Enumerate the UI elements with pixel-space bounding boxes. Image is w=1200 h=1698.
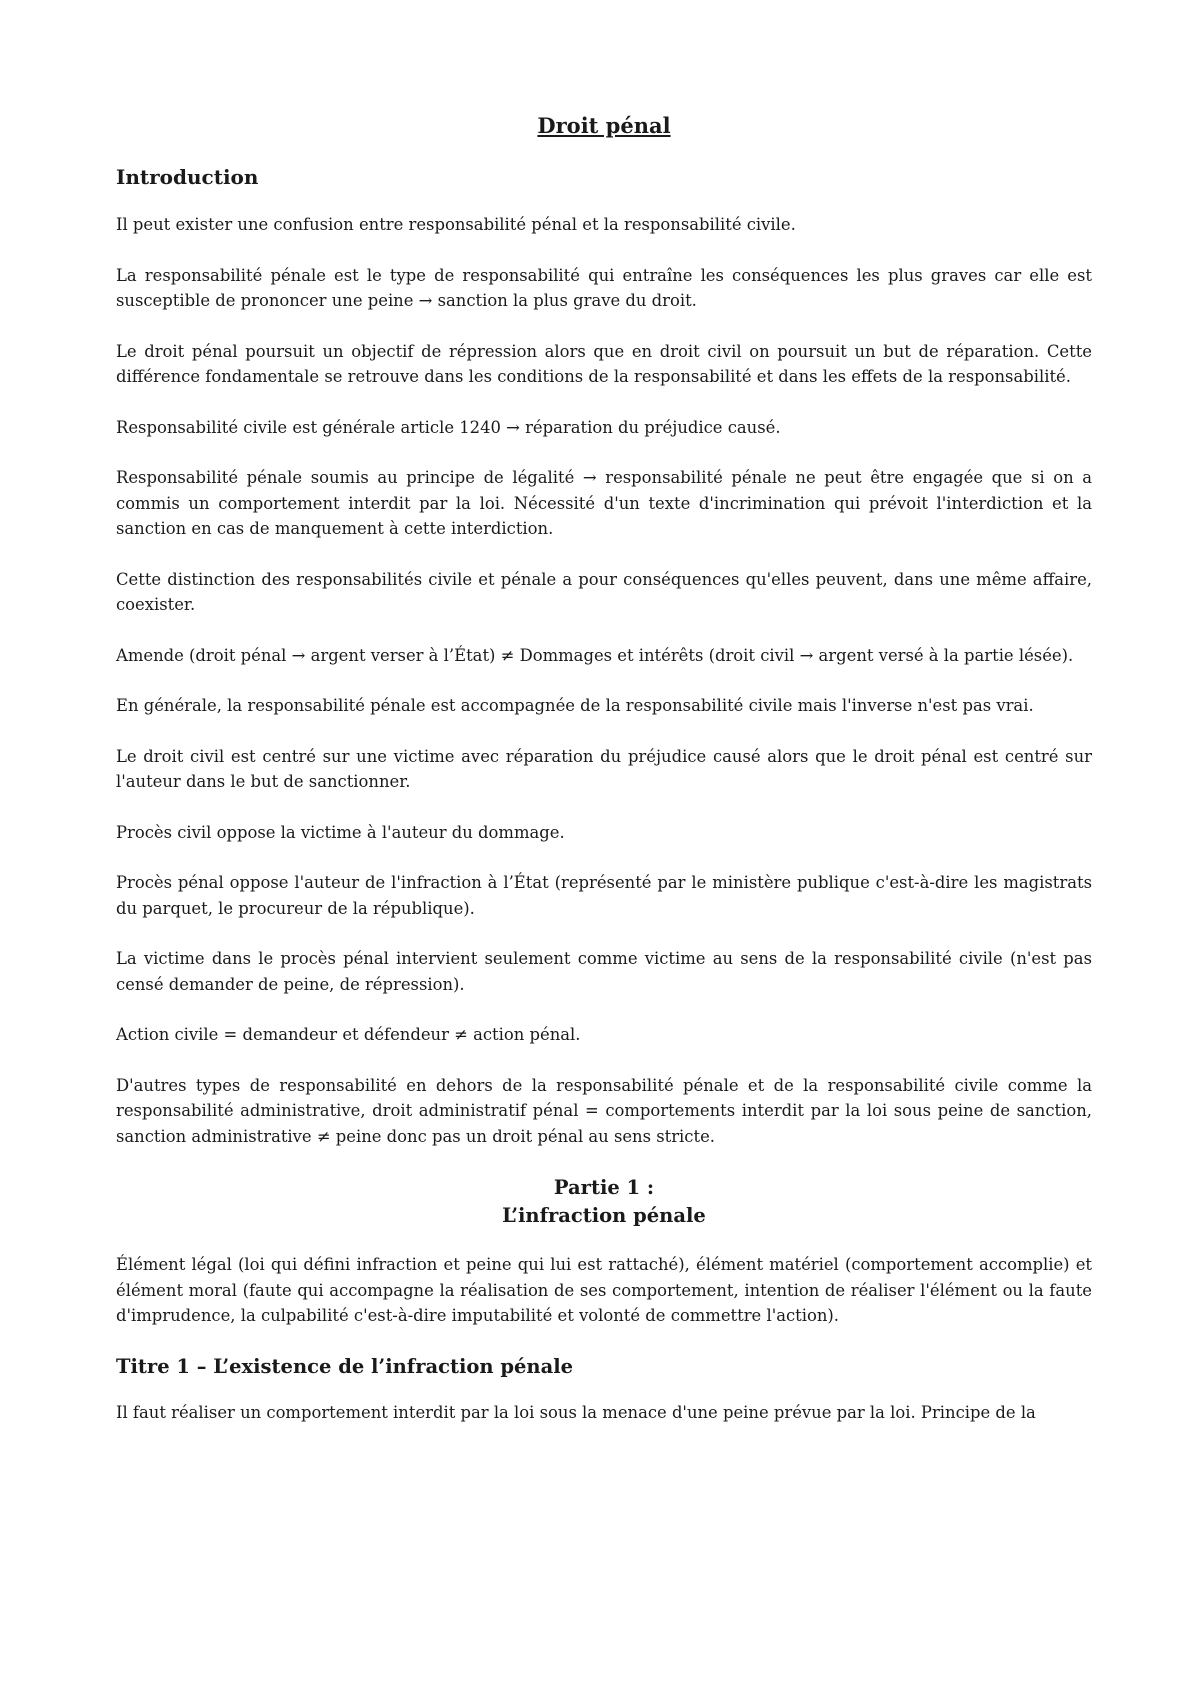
paragraph: Action civile = demandeur et défendeur ≠ action pénal. xyxy=(116,1025,581,1044)
paragraph: D'autres types de responsabilité en dehors de la responsabilité pénale et de la responsabilité civile comme la responsabilité administrative, droit administratif pénal = comportements interdit par la loi sous peine de sanction, sanction administrative ≠ peine donc pas un droit pénal au sens stricte. xyxy=(116,1075,1092,1146)
paragraph: En générale, la responsabilité pénale est accompagnée de la responsabilité civile mais l'inverse n'est pas vrai. xyxy=(116,696,1034,715)
paragraph: La victime dans le procès pénal intervient seulement comme victime au sens de la responsabilité civile (n'est pas censé demander de peine, de répression). xyxy=(116,949,1092,994)
part-heading xyxy=(116,1174,1092,1230)
paragraph: Le droit civil est centré sur une victime avec réparation du préjudice causé alors que le droit pénal est centré sur l'auteur dans le but de sanctionner. xyxy=(116,746,1092,791)
paragraph: Responsabilité pénale soumis au principe de légalité → responsabilité pénale ne peut être engagée que si on a commis un comportement interdit par la loi. Nécessité d'un texte d'incrimination qui prévoit l'interdiction et la sanction en cas de manquement à cette interdiction. xyxy=(116,468,1092,538)
paragraph: Il peut exister une confusion entre responsabilité pénal et la responsabilité civile. xyxy=(116,215,796,234)
paragraph: La responsabilité pénale est le type de responsabilité qui entraîne les conséquences les plus graves car elle est susceptible de prononcer une peine → sanction la plus grave du droit. xyxy=(116,265,1092,310)
part-number: Partie 1 : xyxy=(553,1176,655,1199)
paragraph: Amende (droit pénal → argent verser à l’État) ≠ Dommages et intérêts (droit civil → argent versé à la partie lésée). xyxy=(116,645,1074,665)
title-heading: Titre 1 – L’existence de l’infraction pénale xyxy=(116,1354,574,1378)
document-title: Droit pénal xyxy=(537,113,671,138)
paragraph: Le droit pénal poursuit un objectif de répression alors que en droit civil on poursuit un but de réparation. Cette différence fondamentale se retrouve dans les conditions de la responsabilité et dans les effets de la responsabilité. xyxy=(116,341,1092,386)
paragraph: Procès pénal oppose l'auteur de l'infraction à l’État (représenté par le ministère publique c'est-à-dire les magistrats du parquet, le procureur de la république). xyxy=(116,873,1092,918)
paragraph: Responsabilité civile est générale article 1240 → réparation du préjudice causé. xyxy=(116,417,781,437)
document-page xyxy=(116,112,1092,1450)
introduction-heading: Introduction xyxy=(116,165,259,189)
paragraph: Il faut réaliser un comportement interdit par la loi sous la menace d'une peine prévue par la loi. Principe de la xyxy=(116,1402,1036,1422)
paragraph: Cette distinction des responsabilités civile et pénale a pour conséquences qu'elles peuvent, dans une même affaire, coexister. xyxy=(116,569,1092,614)
paragraph: Procès civil oppose la victime à l'auteur du dommage. xyxy=(116,822,565,842)
paragraph: Élément légal (loi qui défini infraction et peine qui lui est rattaché), élément matériel (comportement accomplie) et élément moral (faute qui accompagne la réalisation de ses comportement, intention de réaliser l'élément ou la faute d'imprudence, la culpabilité c'est-à-dire imputabilité et volonté de commettre l'action). xyxy=(116,1255,1092,1325)
part-title: L’infraction pénale xyxy=(502,1204,706,1227)
